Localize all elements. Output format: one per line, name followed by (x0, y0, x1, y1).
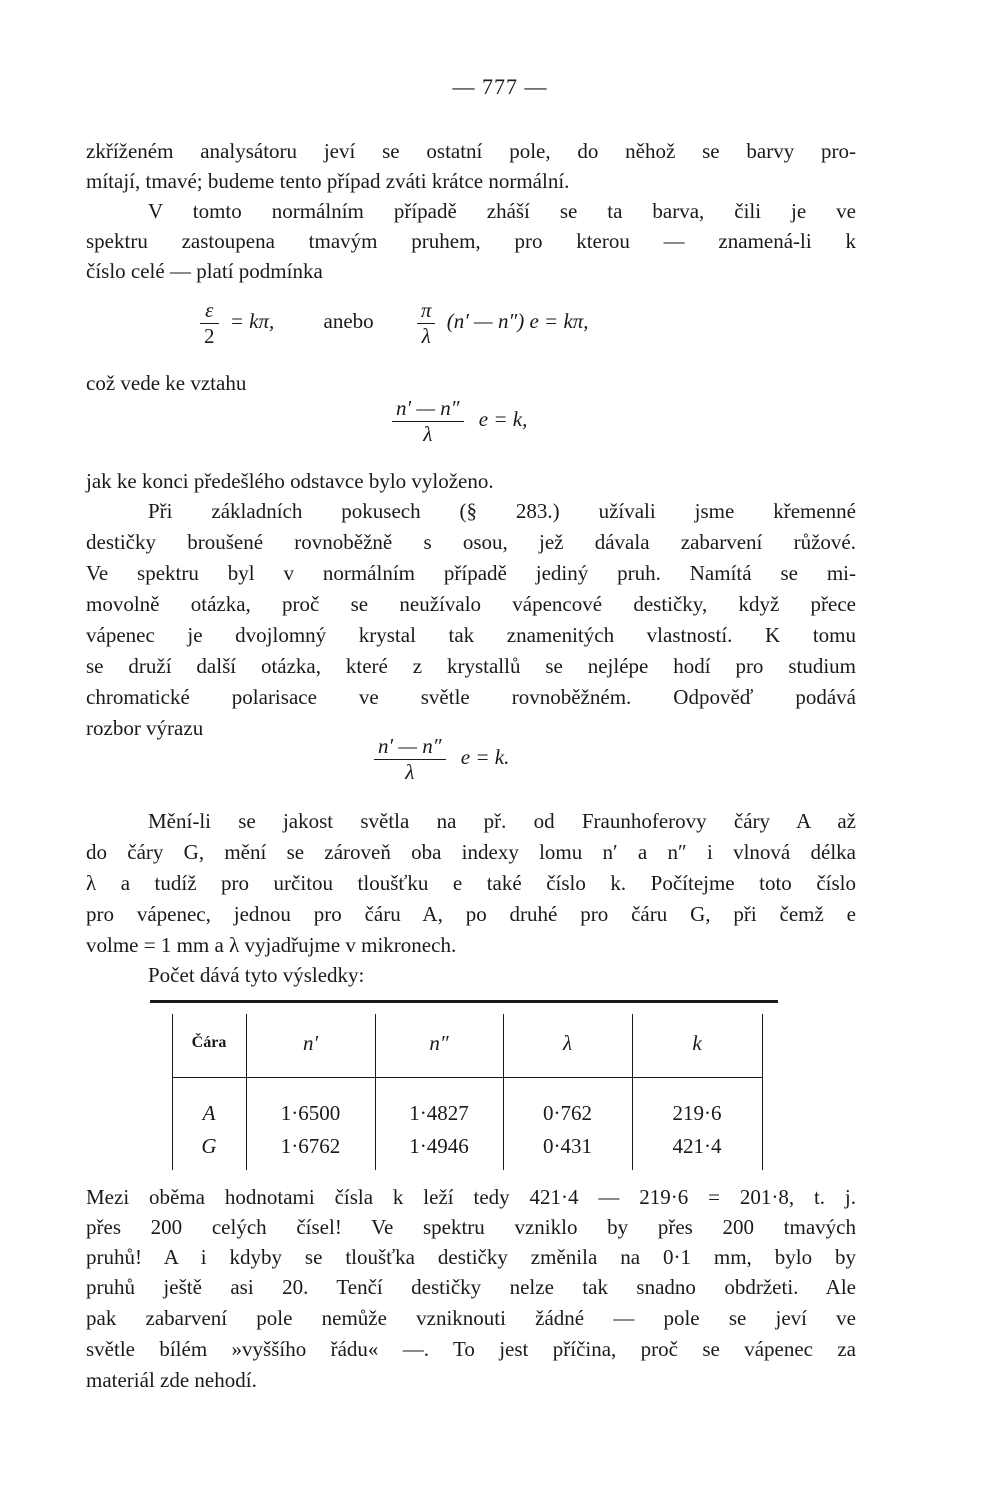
fraction-index-diff (374, 734, 446, 785)
text-line: rozbor výrazu (86, 716, 204, 740)
fraction-numerator: n′ — n″ (378, 734, 442, 758)
text-line: číslo celé — platí podmínka (86, 259, 323, 283)
text-line: se druží další otázka, které z krystallů se nejlépe hodí pro studium (86, 654, 856, 678)
text-line: vápenec je dvojlomný krystal tak znamenitých vlastností. K tomu (86, 623, 856, 647)
text-line: mítají, tmavé; budeme tento případ zváti krátce normální. (86, 169, 570, 193)
table-header-n1: n′ (302, 1031, 319, 1055)
table-header-n2: n″ (429, 1031, 449, 1055)
text-line: pruhů ještě asi 20. Tenčí destičky nelze tak snadno obdržeti. Ale (86, 1275, 856, 1299)
fraction-index-diff (392, 396, 464, 447)
fraction-numerator: ε (205, 298, 214, 322)
text-line: pak zabarvení pole nemůže vzniknouti žádné — pole se jeví ve (86, 1306, 856, 1330)
table-cell: 1·4827 (409, 1101, 469, 1125)
table-top-rule (150, 1000, 778, 1003)
text-line: Mění-li se jakost světla na př. od Fraunhoferovy čáry A až (148, 809, 856, 833)
table-header-k: k (692, 1031, 702, 1055)
fraction-eps-over-2 (200, 298, 219, 349)
text-line: movolně otázka, proč se neužívalo vápencové destičky, když přece (86, 592, 856, 616)
table-header-rule (172, 1077, 762, 1078)
table-cell: 0·431 (543, 1134, 592, 1158)
text-line: Ve spektru byl v normálním případě jediný pruh. Namítá se mi- (86, 561, 856, 585)
text-line: destičky broušené rovnoběžně s osou, jež dávala zabarvení růžové. (86, 530, 856, 554)
table-header-cara: Čára (191, 1034, 227, 1051)
table-cell: 421·4 (672, 1134, 722, 1158)
formula-rhs: e = k. (460, 745, 510, 770)
table-cell: 219·6 (672, 1101, 722, 1125)
formula-rhs: (n′ — n″) e = kπ, (446, 309, 589, 334)
text-line: materiál zde nehodí. (86, 1368, 257, 1392)
table-cell: 1·4946 (409, 1134, 469, 1158)
fraction-denominator: λ (392, 421, 464, 447)
fraction-numerator: π (420, 298, 432, 322)
text-line: V tomto normálním případě zháší se ta barva, čili je ve (148, 199, 856, 223)
formula-rhs: e = k, (478, 407, 528, 432)
text-line: což vede ke vztahu (86, 371, 247, 395)
table-cell: A (202, 1101, 216, 1125)
table-cell: G (201, 1134, 217, 1158)
fraction-denominator: 2 (200, 323, 219, 349)
text-line: λ a tudíž pro určitou tloušťku e také číslo k. Počítejme toto číslo (86, 871, 856, 895)
formula-rhs: = kπ, (229, 309, 275, 334)
formula-expression (374, 734, 509, 785)
fraction-denominator: λ (417, 323, 436, 349)
text-line: jak ke konci předešlého odstavce bylo vyloženo. (86, 469, 494, 493)
text-line: přes 200 celých čísel! Ve spektru vzniklo by přes 200 tmavých (86, 1215, 856, 1239)
formula-relation (392, 396, 527, 447)
text-line: světle bílém »vyššího řádu« —. To jest příčina, proč se vápenec za (86, 1337, 856, 1361)
text-line: volme = 1 mm a λ vyjadřujme v mikronech. (86, 933, 457, 957)
fraction-numerator: n′ — n″ (396, 396, 460, 420)
table-cell: 1·6762 (280, 1134, 341, 1158)
text-line: do čáry G, mění se zároveň oba indexy lomu n′ a n″ i vlnová délka (86, 840, 856, 864)
page-number: — 777 — (452, 74, 548, 99)
fraction-denominator: λ (374, 759, 446, 785)
text-line: pro vápenec, jednou pro čáru A, po druhé pro čáru G, při čemž e (86, 902, 856, 926)
text-line: Mezi oběma hodnotami čísla k leží tedy 421·4 — 219·6 = 201·8, t. j. (86, 1185, 856, 1209)
formula-condition (200, 298, 589, 349)
table-column-rule (762, 1014, 763, 1170)
text-line: spektru zastoupena tmavým pruhem, pro kterou — znamená-li k (86, 229, 856, 253)
text-line: Při základních pokusech (§ 283.) užívali jsme křemenné (148, 499, 856, 523)
table-header-lambda: λ (562, 1031, 573, 1055)
text-line: zkříženém analysátoru jeví se ostatní pole, do něhož se barvy pro- (86, 139, 856, 163)
fraction-pi-over-lambda (417, 298, 436, 349)
formula-anebo: anebo (323, 309, 374, 334)
text-line: pruhů! A i kdyby se tloušťka destičky změnila na 0·1 mm, bylo by (86, 1245, 856, 1269)
text-line: chromatické polarisace ve světle rovnoběžném. Odpověď podává (86, 685, 856, 709)
table-cell: 1·6500 (280, 1101, 341, 1125)
text-line: Počet dává tyto výsledky: (148, 963, 365, 987)
table-cell: 0·762 (543, 1101, 592, 1125)
